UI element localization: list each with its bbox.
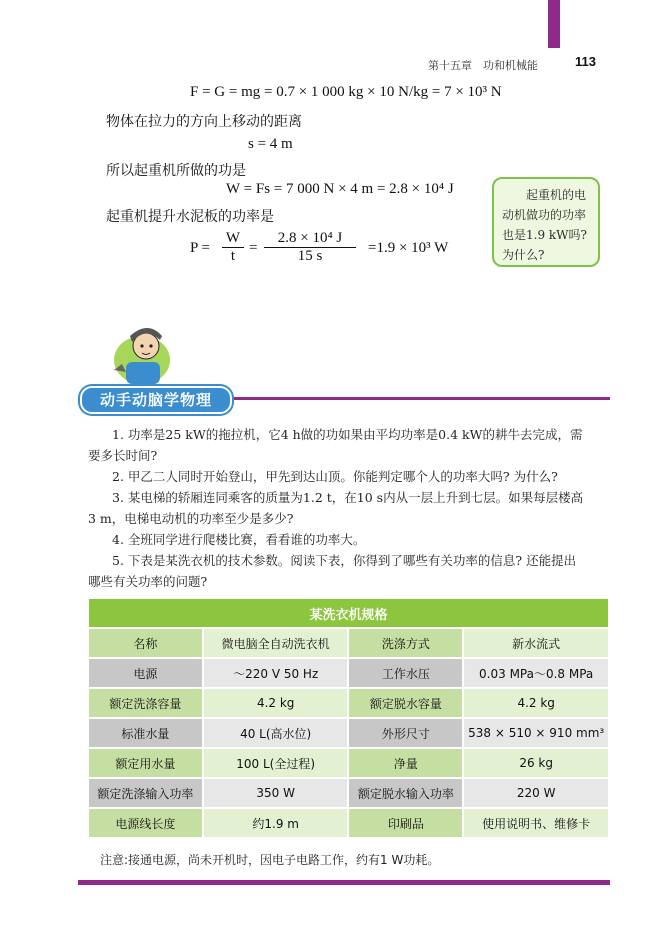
table-value-cell: 4.2 kg xyxy=(464,689,608,717)
problem-list xyxy=(88,424,610,592)
section-divider xyxy=(220,397,610,400)
page-number: 113 xyxy=(575,54,596,69)
table-key-cell: 电源 xyxy=(89,659,202,687)
table-row xyxy=(89,689,608,717)
table-key-cell: 名称 xyxy=(89,629,202,657)
table-value-cell: 微电脑全自动洗衣机 xyxy=(204,629,348,657)
problem-5-cont: 哪些有关功率的问题? xyxy=(88,574,208,589)
table-row xyxy=(89,809,608,837)
problem-1: 1. 功率是25 kW的拖拉机，它4 h做的功如果由平均功率是0.4 kW的耕牛去完成，需 xyxy=(112,427,583,442)
table-value-cell: 0.03 MPa～0.8 MPa xyxy=(464,659,608,687)
fraction-denominator: 15 s xyxy=(264,247,356,265)
table-value-cell: ～220 V 50 Hz xyxy=(204,659,348,687)
problem-4: 4. 全班同学进行爬楼比赛，看看谁的功率大。 xyxy=(112,532,366,547)
text-distance: 物体在拉力的方向上移动的距离 xyxy=(106,114,302,130)
equals-sign: = xyxy=(249,240,258,256)
bottom-divider xyxy=(78,880,610,885)
spec-table-container xyxy=(87,597,610,839)
table-footnote: 注意:接通电源，尚未开机时，因电子电路工作，约有1 W功耗。 xyxy=(100,853,440,867)
text-work: 所以起重机所做的功是 xyxy=(106,163,246,179)
table-key-cell: 额定脱水输入功率 xyxy=(349,779,462,807)
table-row xyxy=(89,719,608,747)
table-key-cell: 标准水量 xyxy=(89,719,202,747)
table-value-cell: 新水流式 xyxy=(464,629,608,657)
fraction-w-over-t xyxy=(222,230,244,265)
fraction-numerator: W xyxy=(225,230,241,246)
table-row xyxy=(89,749,608,777)
mascot-eye xyxy=(149,344,152,347)
fraction-values xyxy=(264,230,356,265)
problem-3-cont: 3 m，电梯电动机的功率至少是多少? xyxy=(88,511,294,526)
problem-1-cont: 要多长时间? xyxy=(88,448,158,463)
mascot-eye xyxy=(140,344,143,347)
formula-work: W = Fs = 7 000 N × 4 m = 2.8 × 10⁴ J xyxy=(226,181,454,197)
section-title-badge: 动手动脑学物理 xyxy=(80,386,232,414)
table-key-cell: 额定洗涤容量 xyxy=(89,689,202,717)
table-value-cell: 40 L(高水位) xyxy=(204,719,348,747)
table-value-cell: 220 W xyxy=(464,779,608,807)
text-power: 起重机提升水泥板的功率是 xyxy=(106,209,274,225)
fraction-numerator: 2.8 × 10⁴ J xyxy=(277,230,343,246)
margin-note xyxy=(492,177,600,267)
table-key-cell: 额定用水量 xyxy=(89,749,202,777)
table-value-cell: 约1.9 m xyxy=(204,809,348,837)
table-value-cell: 使用说明书、维修卡 xyxy=(464,809,608,837)
note-line: 为什么? xyxy=(502,248,545,262)
formula-force: F = G = mg = 0.7 × 1 000 kg × 10 N/kg = 7 × 10³ N xyxy=(190,84,502,100)
table-value-cell: 4.2 kg xyxy=(204,689,348,717)
chapter-header: 第十五章 功和机械能 xyxy=(428,59,538,72)
note-line: 动机做功的功率 xyxy=(502,208,587,222)
note-line: 起重机的电 xyxy=(526,188,587,202)
table-key-cell: 洗涤方式 xyxy=(349,629,462,657)
table-value-cell: 350 W xyxy=(204,779,348,807)
note-line: 也是1.9 kW吗? xyxy=(502,228,587,242)
problem-5: 5. 下表是某洗衣机的技术参数。阅读下表，你得到了哪些有关功率的信息? 还能提出 xyxy=(112,553,577,568)
problem-3: 3. 某电梯的轿厢连同乘客的质量为1.2 t，在10 s内从一层上升到七层。如果每层楼高 xyxy=(112,490,584,505)
table-key-cell: 印刷品 xyxy=(349,809,462,837)
top-accent-bar xyxy=(548,0,560,48)
table-key-cell: 外形尺寸 xyxy=(349,719,462,747)
mascot-body xyxy=(126,362,160,384)
fraction-denominator: t xyxy=(222,247,244,265)
washing-machine-spec-table xyxy=(87,597,610,839)
table-key-cell: 额定洗涤输入功率 xyxy=(89,779,202,807)
formula-power-lhs: P = xyxy=(190,240,210,256)
formula-power-result: =1.9 × 10³ W xyxy=(368,240,449,256)
table-row xyxy=(89,659,608,687)
table-value-cell: 100 L(全过程) xyxy=(204,749,348,777)
student-mascot-illustration xyxy=(112,312,182,388)
table-key-cell: 工作水压 xyxy=(349,659,462,687)
table-value-cell: 26 kg xyxy=(464,749,608,777)
problem-2: 2. 甲乙二人同时开始登山，甲先到达山顶。你能判定哪个人的功率大吗? 为什么? xyxy=(112,469,558,484)
table-value-cell: 538 × 510 × 910 mm³ xyxy=(464,719,608,747)
table-key-cell: 净量 xyxy=(349,749,462,777)
table-row xyxy=(89,629,608,657)
table-row xyxy=(89,779,608,807)
table-key-cell: 电源线长度 xyxy=(89,809,202,837)
table-key-cell: 额定脱水容量 xyxy=(349,689,462,717)
table-title: 某洗衣机规格 xyxy=(89,599,608,627)
formula-distance: s = 4 m xyxy=(248,136,293,152)
